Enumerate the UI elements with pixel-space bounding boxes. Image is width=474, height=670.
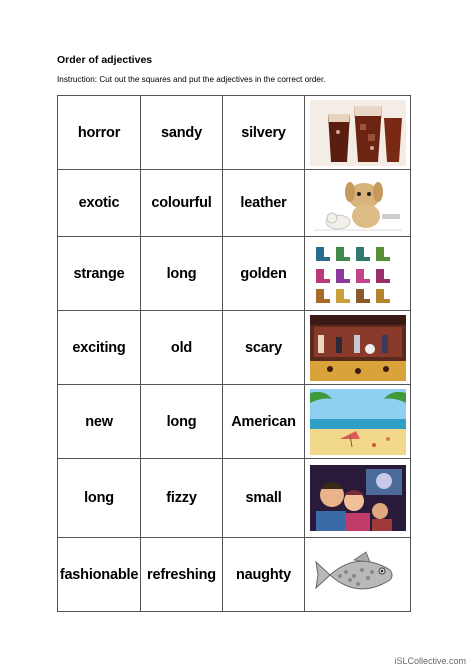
word-card[interactable]: American xyxy=(223,385,305,459)
word-card[interactable]: leather xyxy=(223,170,305,237)
site-watermark: iSLCollective.com xyxy=(394,656,466,666)
grid-row xyxy=(58,237,411,311)
grid-row xyxy=(58,170,411,237)
picture-cell[interactable] xyxy=(305,311,411,385)
word-card[interactable]: exciting xyxy=(58,311,141,385)
picture-cell[interactable] xyxy=(305,96,411,170)
word-card[interactable]: long xyxy=(141,237,223,311)
word-card[interactable]: strange xyxy=(58,237,141,311)
word-card[interactable]: scary xyxy=(223,311,305,385)
adjective-grid xyxy=(57,95,411,612)
grid-row xyxy=(58,538,411,612)
dog-and-cat-image xyxy=(310,170,406,236)
colourful-boots-image xyxy=(310,241,406,307)
silvery-fish-image xyxy=(310,542,406,608)
horror-movie-audience-image xyxy=(310,465,406,531)
word-card[interactable]: fashionable xyxy=(58,538,141,612)
word-card[interactable]: exotic xyxy=(58,170,141,237)
picture-cell[interactable] xyxy=(305,385,411,459)
grid-row xyxy=(58,96,411,170)
grid-row xyxy=(58,311,411,385)
band-concert-image xyxy=(310,315,406,381)
word-card[interactable]: small xyxy=(223,459,305,538)
word-card[interactable]: colourful xyxy=(141,170,223,237)
picture-cell[interactable] xyxy=(305,538,411,612)
fizzy-drinks-image xyxy=(310,100,406,166)
word-card[interactable]: new xyxy=(58,385,141,459)
grid-row xyxy=(58,459,411,538)
picture-cell[interactable] xyxy=(305,459,411,538)
word-card[interactable]: old xyxy=(141,311,223,385)
grid-row xyxy=(58,385,411,459)
word-card[interactable]: golden xyxy=(223,237,305,311)
worksheet-title: Order of adjectives xyxy=(57,54,153,66)
sandy-beach-image xyxy=(310,389,406,455)
word-card[interactable]: long xyxy=(141,385,223,459)
word-card[interactable]: refreshing xyxy=(141,538,223,612)
word-card[interactable]: long xyxy=(58,459,141,538)
picture-cell[interactable] xyxy=(305,170,411,237)
worksheet-instruction: Instruction: Cut out the squares and put the adjectives in the correct order. xyxy=(57,75,326,84)
word-card[interactable]: horror xyxy=(58,96,141,170)
word-card[interactable]: silvery xyxy=(223,96,305,170)
word-card[interactable]: naughty xyxy=(223,538,305,612)
word-card[interactable]: sandy xyxy=(141,96,223,170)
picture-cell[interactable] xyxy=(305,237,411,311)
word-card[interactable]: fizzy xyxy=(141,459,223,538)
